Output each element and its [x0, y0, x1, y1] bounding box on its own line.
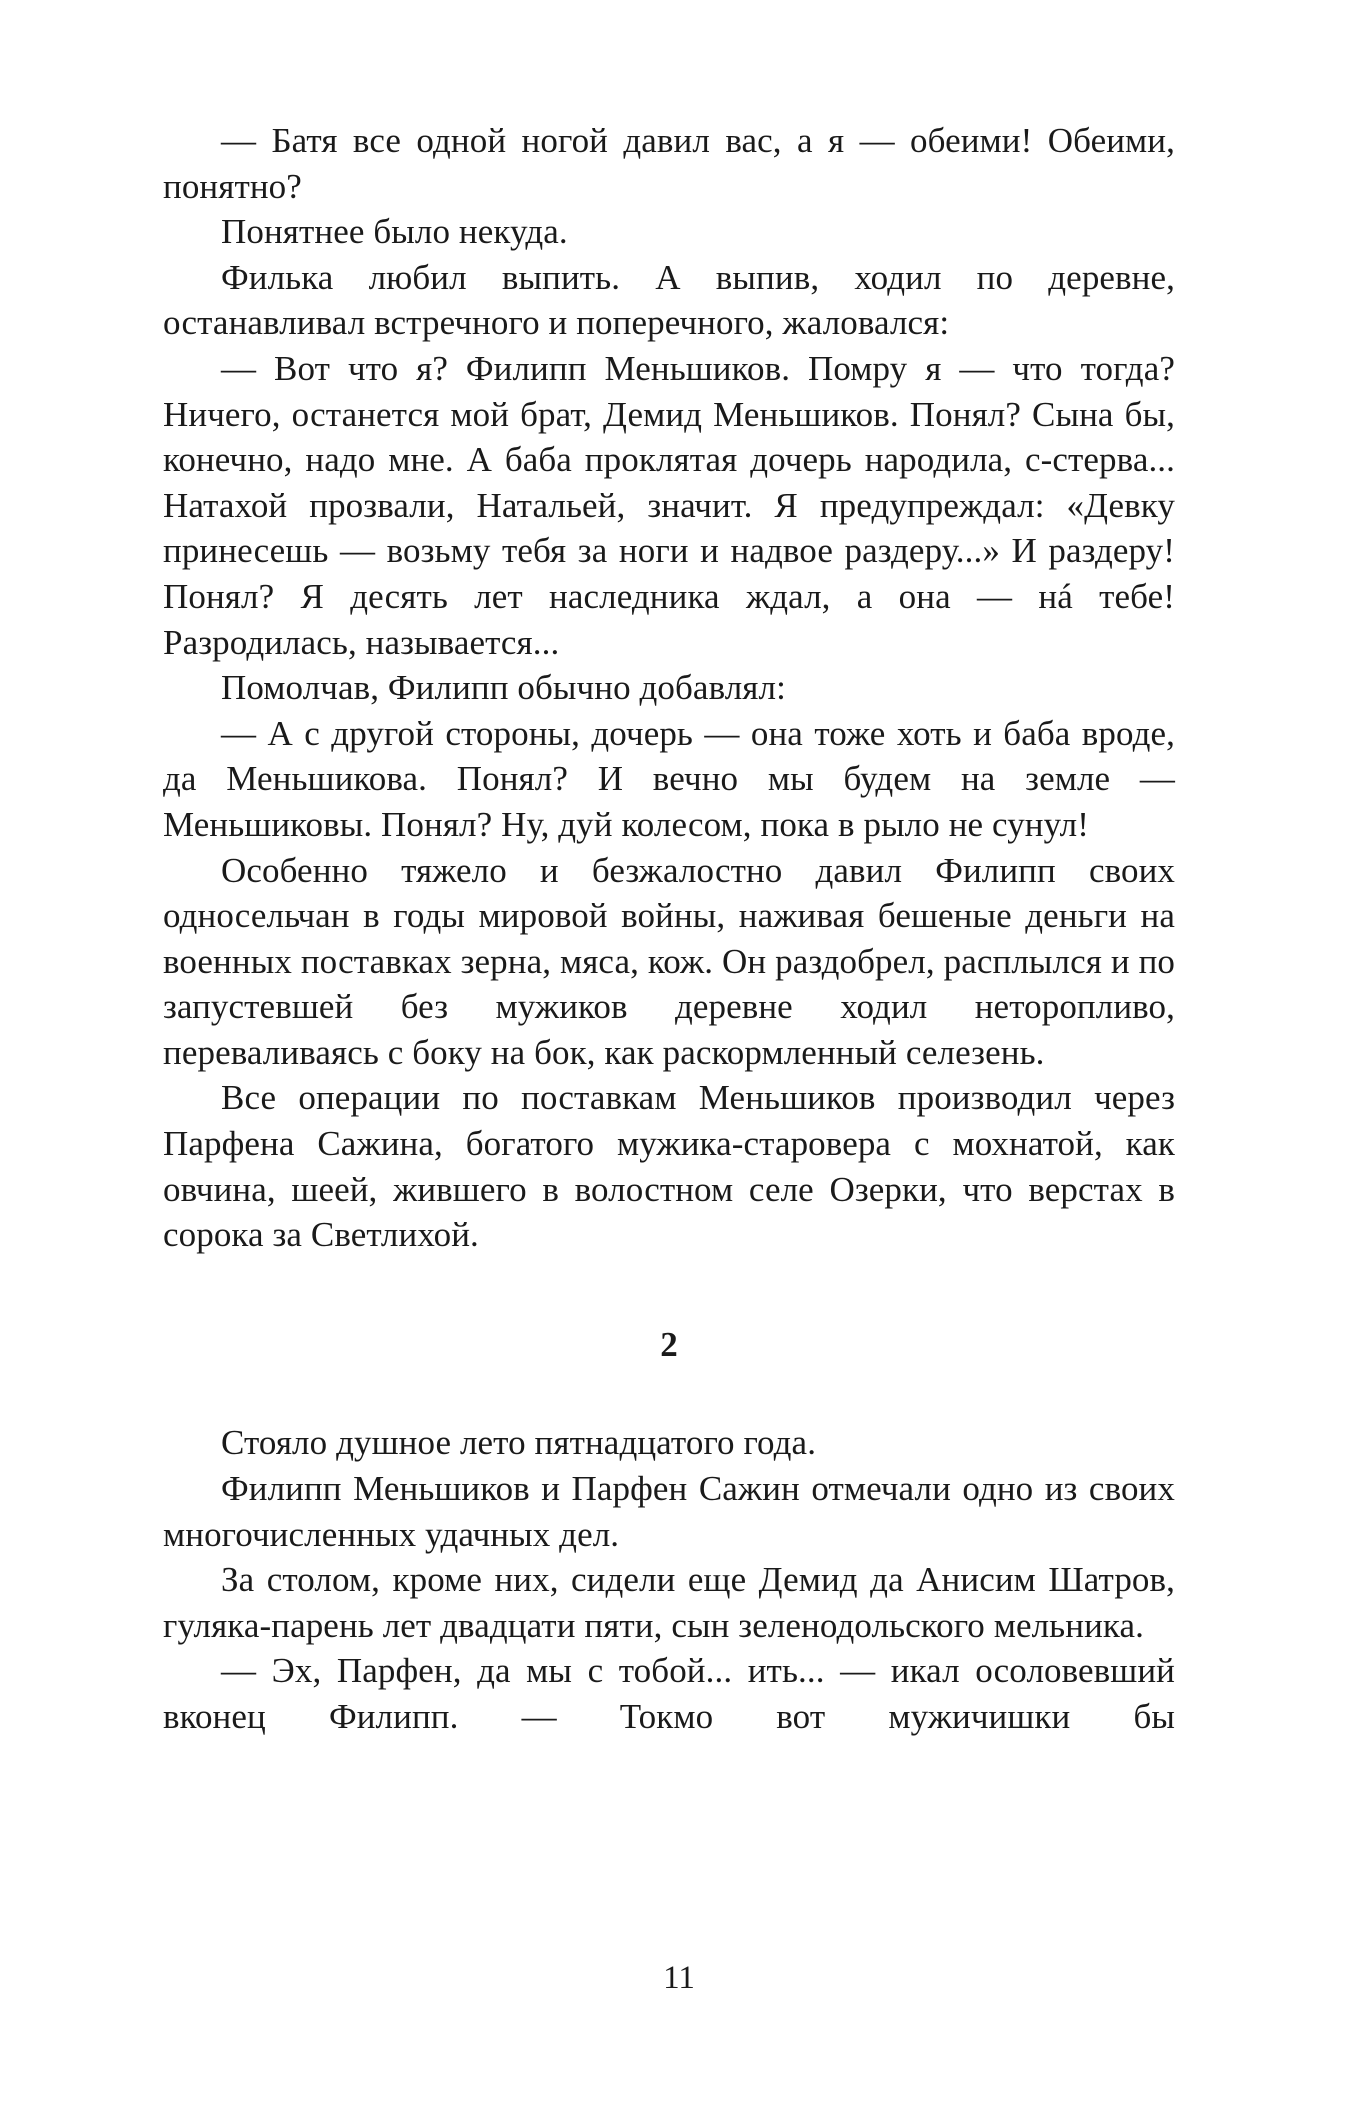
paragraph: — Вот что я? Филипп Меньшиков. Помру я — что тогда? Ничего, останется мой брат, Демид Меньшиков. Понял? Сына бы, конечно, надо мне. А баба проклятая дочерь народила, с-стерва... Натахой прозвали, Натальей, значит. Я предупреждал: «Девку принесешь — возьму тебя за ноги и надвое раздеру...» И раздеру! Понял? Я десять лет наследника ждал, а она — нá тебе! Разродилась, называется... [163, 348, 1175, 662]
paragraph: Филипп Меньшиков и Парфен Сажин отмечали одно из своих многочисленных удачных дел. [163, 1469, 1175, 1554]
paragraph: Понятнее было некуда. [221, 212, 568, 252]
paragraph: — Батя все одной ногой давил вас, а я — обеими! Обеими, понятно? [163, 121, 1175, 206]
page-number: 11 [663, 1960, 695, 1996]
paragraph: Все операции по поставкам Меньшиков производил через Парфена Сажина, богатого мужика-старовера с мохнатой, как овчина, шеей, жившего в волостном селе Озерки, что верстах в сорока за Светлихой. [163, 1078, 1175, 1255]
paragraph: — Эх, Парфен, да мы с тобой... ить... — икал осоловевший вконец Филипп. — Токмо вот мужичишки бы [163, 1651, 1175, 1736]
paragraph: За столом, кроме них, сидели еще Демид да Анисим Шатров, гуляка-парень лет двадцати пяти, сын зеленодольского мельника. [163, 1560, 1175, 1645]
paragraph: Филька любил выпить. А выпив, ходил по деревне, останавливал встречного и поперечного, жаловался: [163, 257, 1175, 343]
paragraph: Стояло душное лето пятнадцатого года. [221, 1423, 817, 1463]
chapter-heading: 2 [660, 1324, 678, 1364]
paragraph: — А с другой стороны, дочерь — она тоже хоть и баба вроде, да Меньшикова. Понял? И вечно мы будем на земле — Меньшиковы. Понял? Ну, дуй колесом, пока в рыло не сунул! [163, 713, 1175, 844]
book-page [163, 118, 1175, 1740]
paragraph: Особенно тяжело и безжалостно давил Филипп своих односельчан в годы мировой войны, наживая бешеные деньги на военных поставках зерна, мяса, кож. Он раздобрел, расплылся и по запустевшей без мужиков деревне ходил неторопливо, переваливаясь с боку на бок, как раскормленный селезень. [163, 850, 1175, 1072]
paragraph: Помолчав, Филипп обычно добавлял: [221, 668, 786, 708]
